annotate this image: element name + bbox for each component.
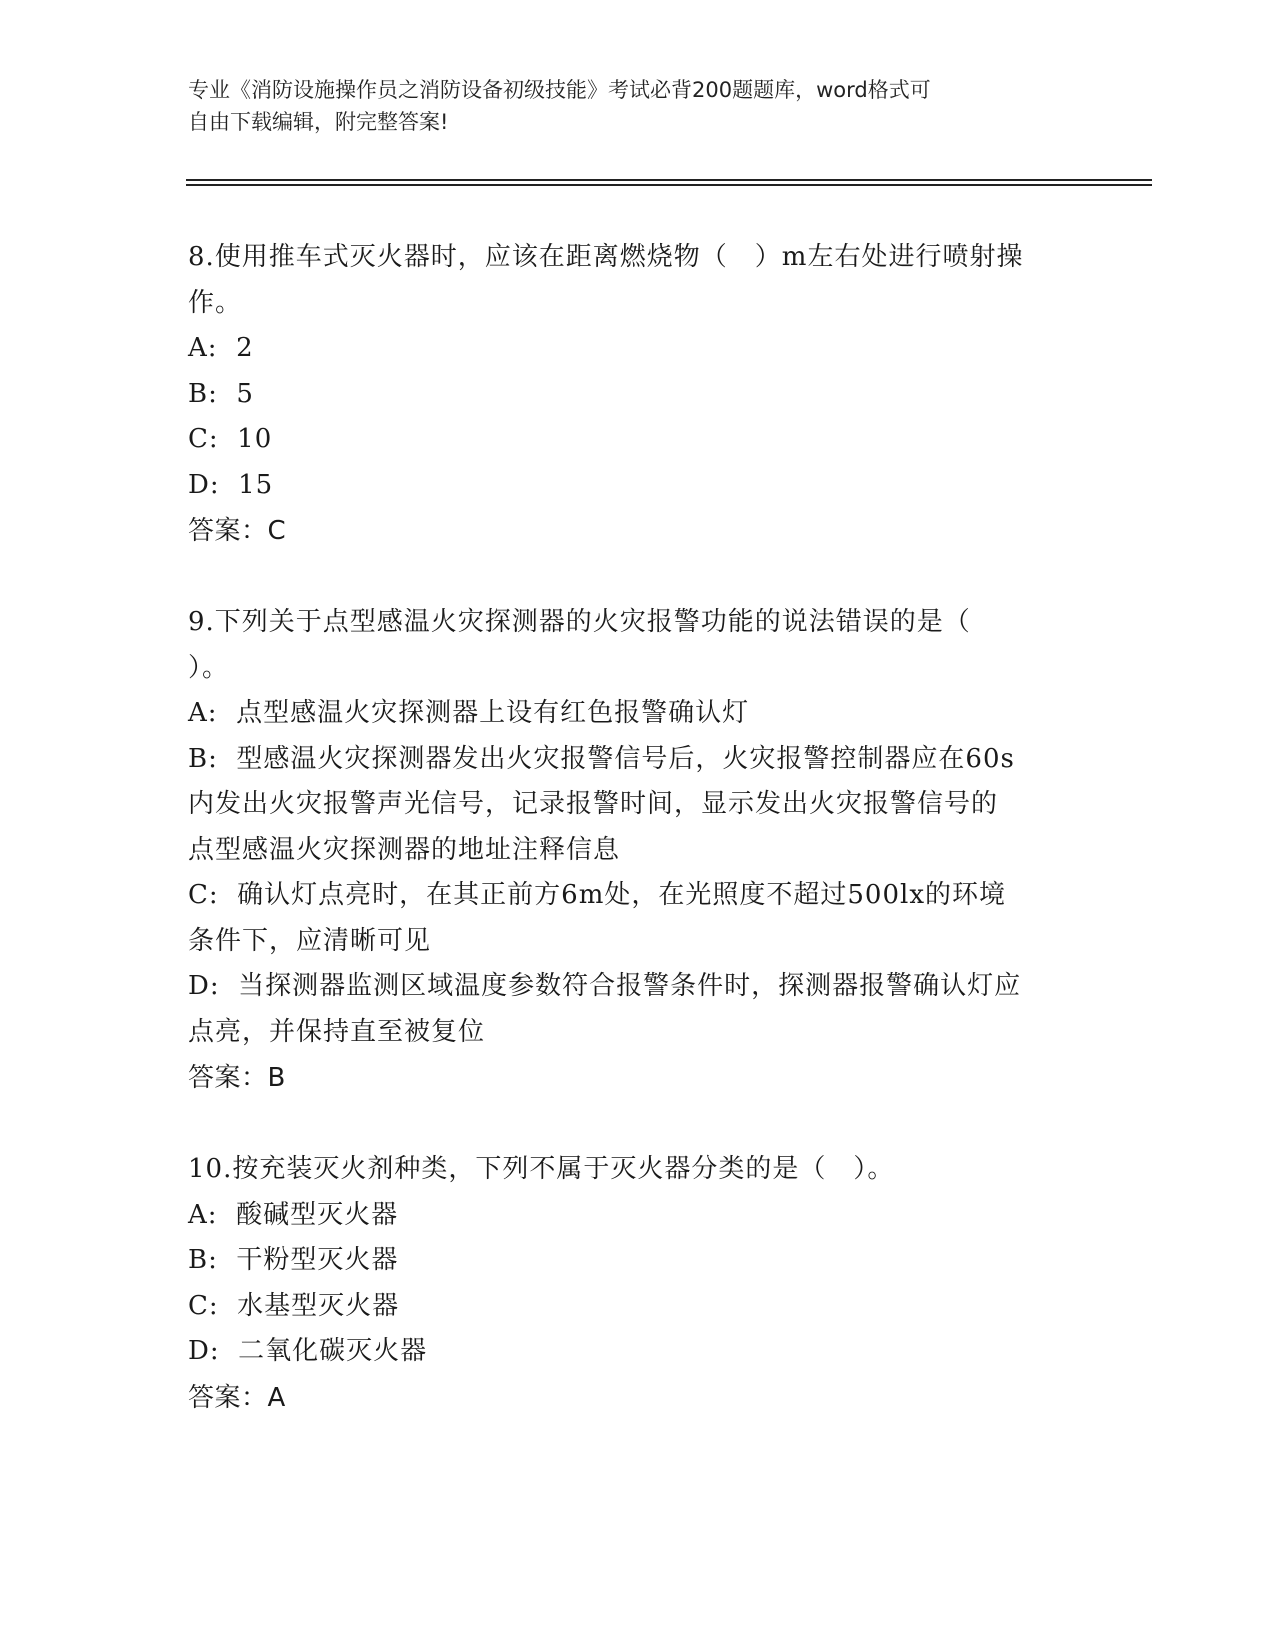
option-line: D: 15 [188,469,274,500]
header-line-1: 专业《消防设施操作员之消防设备初级技能》考试必背200题题库，word格式可 [188,78,931,102]
option-d [188,964,1088,1055]
question-8 [188,235,1088,554]
option-a [188,691,1088,737]
answer-label: 答案：C [188,516,287,546]
option-line: 条件下，应清晰可见 [188,925,432,956]
option-line: B: 干粉型灭火器 [188,1245,399,1275]
option-line: D: 当探测器监测区域温度参数符合报警条件时，探测器报警确认灯应 [188,971,1022,1001]
option-line: B: 5 [188,378,254,409]
stem-line: 作。 [188,287,243,318]
option-line: 点亮，并保持直至被复位 [188,1016,486,1047]
option-line: A: 酸碱型灭火器 [188,1199,399,1230]
option-line: A: 点型感温火灾探测器上设有红色报警确认灯 [188,698,750,728]
option-d [188,463,1088,509]
option-b [188,1238,1088,1284]
option-line: B: 型感温火灾探测器发出火灾报警信号后，火灾报警控制器应在60s [188,743,1015,774]
option-d [188,1329,1088,1375]
header-line-2: 自由下载编辑，附完整答案! [188,110,449,134]
option-line: C: 确认灯点亮时，在其正前方6m处，在光照度不超过500lx的环境 [188,880,1006,910]
option-c [188,417,1088,463]
stem-line: 9.下列关于点型感温火灾探测器的火灾报警功能的说法错误的是（ [188,607,971,637]
option-line: 内发出火灾报警声光信号，记录报警时间，显示发出火灾报警信号的 [188,789,999,819]
stem-line: 10.按充装灭火剂种类，下列不属于灭火器分类的是（ ）。 [188,1154,895,1184]
option-b [188,372,1088,418]
option-line: D: 二氧化碳灭火器 [188,1336,428,1366]
option-c [188,1284,1088,1330]
option-line: C: 水基型灭火器 [188,1290,400,1321]
document-header [188,74,1088,138]
header-rule-top [186,179,1152,181]
option-c [188,873,1088,964]
question-9 [188,600,1088,1101]
question-stem [188,1147,1088,1193]
answer-label: 答案：B [188,1063,286,1093]
stem-line: ）。 [188,652,230,683]
option-b [188,737,1088,874]
option-a [188,1193,1088,1239]
option-line: 点型感温火灾探测器的地址注释信息 [188,834,621,865]
stem-line: 8.使用推车式灭火器时，应该在距离燃烧物（ ）m左右处进行喷射操 [188,242,1024,272]
header-rule-bottom [186,184,1152,186]
answer-label: 答案：A [188,1382,286,1413]
question-stem [188,235,1088,326]
question-stem [188,600,1088,691]
question-list [188,235,1088,1467]
option-line: C: 10 [188,424,273,454]
option-line: A: 2 [188,333,254,363]
question-10 [188,1147,1088,1421]
option-a [188,326,1088,372]
